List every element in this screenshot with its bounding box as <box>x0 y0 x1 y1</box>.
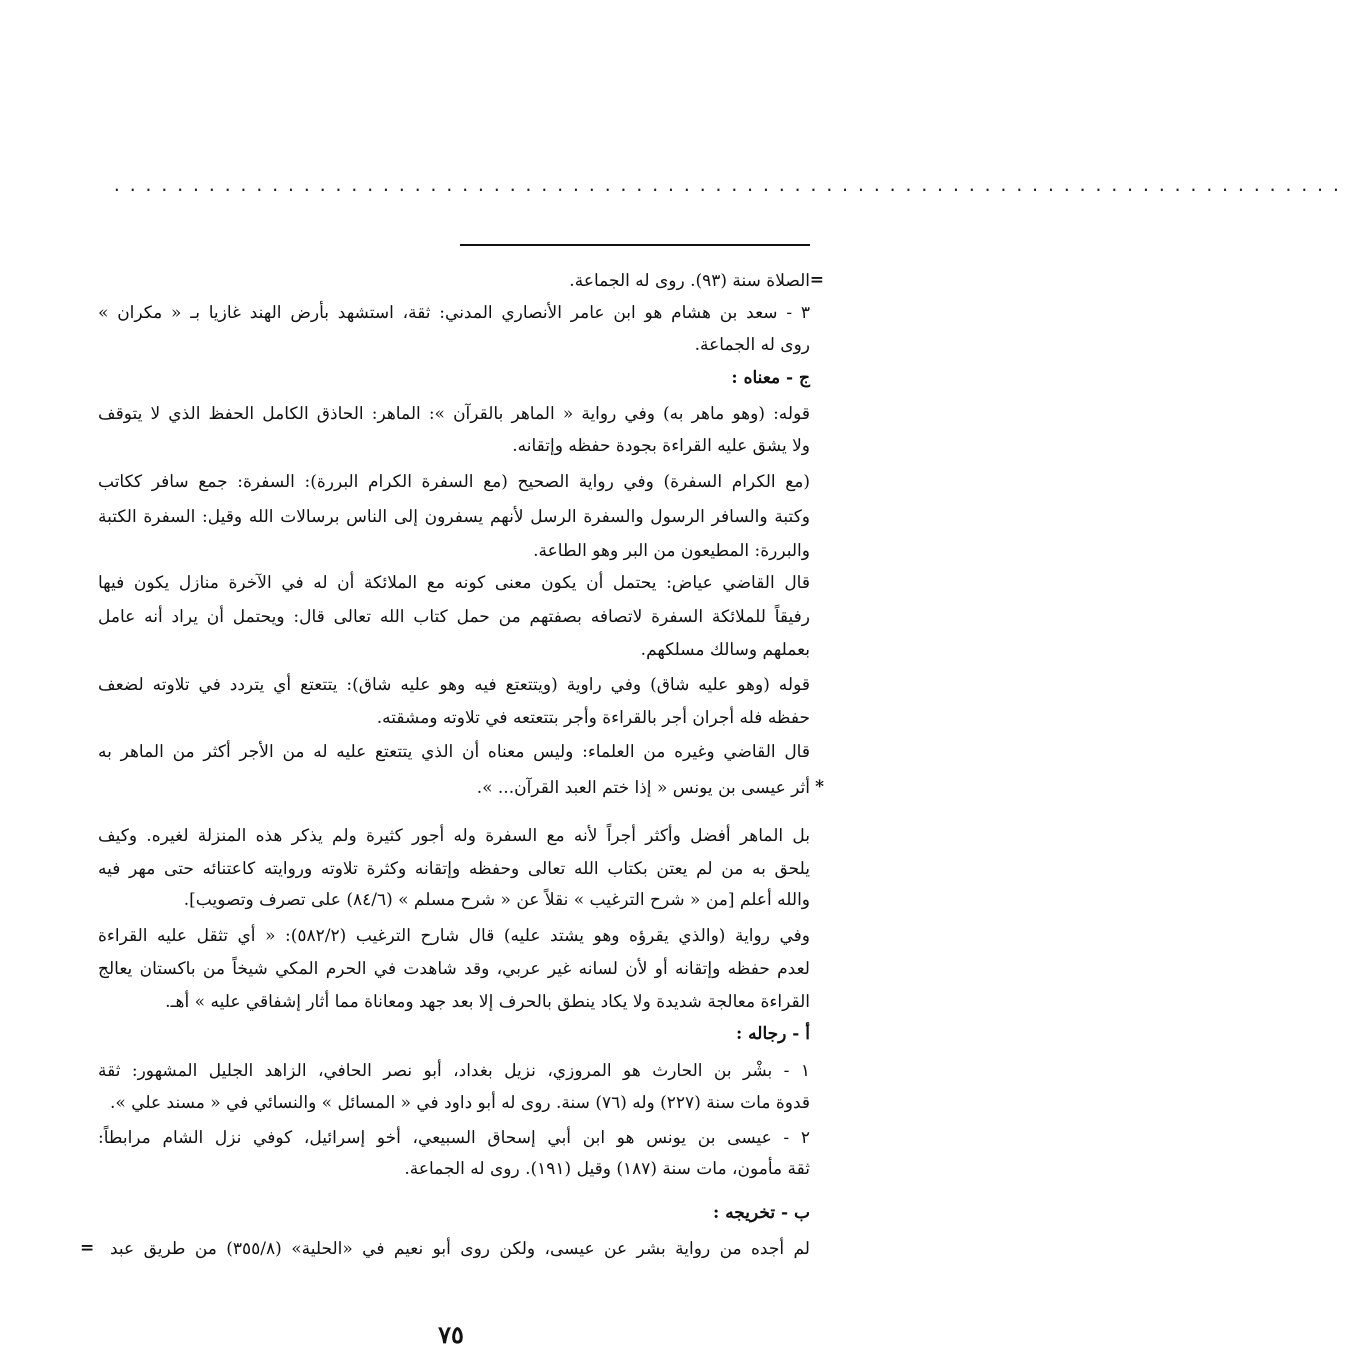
narrator-line: ٢ - عيسى بن يونس هو ابن أبي إسحاق السبيعي، أخو إسرائيل، كوفي نزل الشام مرابطاً: <box>98 1128 810 1148</box>
dotted-separator: .............................................................................. <box>112 176 1347 195</box>
meaning-line: قال القاضي عياض: يحتمل أن يكون معنى كونه مع الملائكة أن له في الآخرة منازل يكون فيها <box>98 573 810 593</box>
meaning-line: قوله: (وهو ماهر به) وفي رواية « الماهر بالقرآن »: الماهر: الحاذق الكامل الحفظ الذي لا يتوقف <box>98 404 810 424</box>
section-heading-narrators: أ - رجاله : <box>735 1024 810 1044</box>
continued-line: والله أعلم [من « شرح الترغيب » نقلاً عن « شرح مسلم » (٨٤/٦) على تصرف وتصويب]. <box>183 890 810 910</box>
meaning-line: بعملهم وسالك مسلكهم. <box>640 640 810 660</box>
continued-line: القراءة معالجة شديدة ولا يكاد ينطق بالحرف إلا بعد جهد ومعاناة مما أثار إشفاقي عليه » أهـ. <box>165 992 810 1012</box>
continued-line: لعدم حفظه وإتقانه أو لأن لسانه غير عربي، وقد شاهدت في الحرم المكي شيخاً من باكستان يعالج <box>98 959 810 979</box>
meaning-line: حفظه فله أجران أجر بالقراءة وأجر بتتعتعه في تلاوته ومشقته. <box>376 708 810 728</box>
continuation-mark: = <box>809 270 824 290</box>
meaning-line: (مع الكرام السفرة) وفي رواية الصحيح (مع السفرة الكرام البررة): السفرة: جمع سافر ككاتب <box>98 472 810 492</box>
footnote-line: ٣ - سعد بن هشام هو ابن عامر الأنصاري المدني: ثقة، استشهد بأرض الهند غازيا بـ « مكران » <box>98 303 810 323</box>
takhrij-line: لم أجده من رواية بشر عن عيسى، ولكن روى أبو نعيم في «الحلية» (٣٥٥/٨) من طريق عبد <box>110 1239 810 1259</box>
footnote-rule <box>460 244 810 246</box>
narrator-line: ١ - بشْر بن الحارث هو المروزي، نزيل بغداد، أبو نصر الحافي، الزاهد الجليل المشهور: ثقة <box>98 1061 810 1081</box>
continuation-mark-bottom: = <box>80 1238 95 1258</box>
meaning-line: قوله (وهو عليه شاق) وفي راوية (ويتتعتع فيه وهو عليه شاق): يتتعتع أي يتردد في تلاوته لضعف <box>98 675 810 695</box>
continued-line: وفي رواية (والذي يقرؤه وهو يشتد عليه) قال شارح الترغيب (٥٨٢/٢): « أي تثقل عليه القراءة <box>98 926 810 946</box>
athar-title: أثر عيسى بن يونس « إذا ختم العبد القرآن... ». <box>476 778 810 798</box>
continued-line: يلحق به من لم يعتن بكتاب الله تعالى وحفظه وإتقانه وكثرة تلاوته وروايته كاعتنائه حتى مهر فيه <box>98 859 810 879</box>
section-heading-takhrij: ب - تخريجه : <box>713 1203 810 1223</box>
continued-line: بل الماهر أفضل وأكثر أجراً لأنه مع السفرة وله أجور كثيرة ولم يذكر هذه المنزلة لغيره. وكيف <box>98 826 810 846</box>
meaning-line: قال القاضي وغيره من العلماء: وليس معناه أن الذي يتتعتع عليه له من الأجر أكثر من الماهر به <box>98 742 810 762</box>
meaning-line: وكتبة والسافر الرسول والسفرة الرسل لأنهم يسفرون إلى الناس برسالات الله وقيل: السفرة الكتبة <box>98 507 810 527</box>
meaning-line: رفيقاً للملائكة السفرة لاتصافه بصفتهم من حمل كتاب الله تعالى قال: ويحتمل أن يراد أنه عامل <box>98 607 810 627</box>
section-heading-meaning: ج - معناه : <box>731 368 810 388</box>
narrator-line: قدوة مات سنة (٢٢٧) وله (٧٦) سنة. روى له أبو داود في « المسائل » والنسائي في « مسند علي ». <box>110 1093 810 1113</box>
page-number: ٧٥ <box>438 1320 464 1349</box>
star-mark: * <box>815 777 824 797</box>
meaning-line: والبررة: المطيعون من البر وهو الطاعة. <box>533 541 810 561</box>
footnote-line: الصلاة سنة (٩٣). روى له الجماعة. <box>569 271 810 291</box>
meaning-line: ولا يشق عليه القراءة بجودة حفظه وإتقانه. <box>512 436 810 456</box>
narrator-line: ثقة مأمون، مات سنة (١٨٧) وقيل (١٩١). روى له الجماعة. <box>404 1159 810 1179</box>
footnote-line: روى له الجماعة. <box>694 335 810 355</box>
